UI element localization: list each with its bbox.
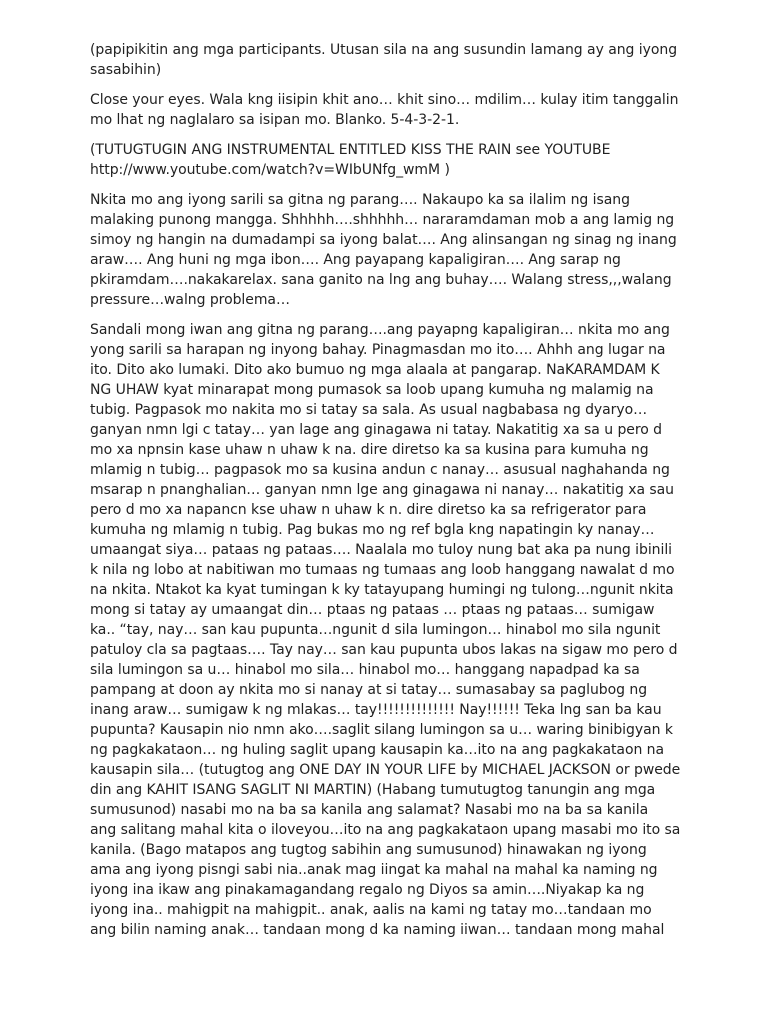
text-line: (papipikitin ang mga participants. Utusan sila na ang susundin lamang ay ang iyong bbox=[90, 42, 678, 58]
instruction-paragraph bbox=[90, 40, 682, 80]
text-line: ng pagkakataon… ng huling saglit upang kausapin ka…ito na ang pagkakataon na bbox=[90, 742, 665, 758]
text-line: pero d mo xa napancn kse uhaw n uhaw k n. dire diretso ka sa refrigerator para bbox=[90, 502, 647, 518]
text-line: Sandali mong iwan ang gitna ng parang….ang payapng kapaligiran… nkita mo ang bbox=[90, 322, 670, 338]
text-line: umaangat siya… pataas ng pataas…. Naalala mo tuloy nung bat aka pa nung ibinili bbox=[90, 542, 673, 558]
text-line: din ang KAHIT ISANG SAGLIT NI MARTIN) (Habang tumutugtog tanungin ang mga bbox=[90, 782, 656, 798]
text-line: ganyan nmn lgi c tatay… yan lage ang ginagawa ni tatay. Nakatitig xa sa u pero d bbox=[90, 422, 663, 438]
text-line: k nila ng lobo at nabitiwan mo tumaas ng tumaas ang loob hanggang nawalat d mo bbox=[90, 562, 675, 578]
text-line: pampang at doon ay nkita mo si nanay at si tatay… sumasabay sa paglubog ng bbox=[90, 682, 648, 698]
text-line: tubig. Pagpasok mo nakita mo si tatay sa sala. As usual nagbabasa ng dyaryo… bbox=[90, 402, 648, 418]
text-line: http://www.youtube.com/watch?v=WIbUNfg_wmM ) bbox=[90, 162, 450, 178]
field-scene-paragraph bbox=[90, 190, 682, 310]
text-line: sila lumingon sa u… hinabol mo sila… hinabol mo… hanggang napadpad ka sa bbox=[90, 662, 640, 678]
text-line: mlamig n tubig… pagpasok mo sa kusina andun c nanay… asusual naghahanda ng bbox=[90, 462, 670, 478]
text-line: NG UHAW kyat minarapat mong pumasok sa loob upang kumuha ng malamig na bbox=[90, 382, 654, 398]
text-line: kumuha ng mlamig n tubig. Pag bukas mo ng ref bgla kng napatingin ky nanay… bbox=[90, 522, 655, 538]
text-line: mo xa npnsin kase uhaw n uhaw k na. dire diretso ka sa kusina para kumuha ng bbox=[90, 442, 649, 458]
text-line: kausapin sila… (tutugtog ang ONE DAY IN YOUR LIFE by MICHAEL JACKSON or pwede bbox=[90, 762, 681, 778]
text-line: inang araw… sumigaw k ng mlakas… tay!!!!!!!!!!!!!! Nay!!!!!! Teka lng san ba kau bbox=[90, 702, 662, 718]
text-line: Nkita mo ang iyong sarili sa gitna ng parang…. Nakaupo ka sa ilalim ng isang bbox=[90, 192, 630, 208]
text-line: patuloy cla sa pagtaas…. Tay nay… san kau pupunta ubos lakas na sigaw mo pero d bbox=[90, 642, 678, 658]
text-line: iyong ina.. mahigpit na mahigpit.. anak, aalis na kami ng tatay mo…tandaan mo bbox=[90, 902, 652, 918]
text-line: pressure…walng problema… bbox=[90, 292, 290, 308]
text-line: Close your eyes. Wala kng iisipin khit ano… khit sino… mdilim… kulay itim tanggalin bbox=[90, 92, 679, 108]
text-line: sasabihin) bbox=[90, 62, 162, 78]
text-line: yong sarili sa harapan ng inyong bahay. Pinagmasdan mo ito…. Ahhh ang lugar na bbox=[90, 342, 666, 358]
home-scene-paragraph bbox=[90, 320, 682, 940]
text-line: simoy ng hangin na dumadampi sa iyong balat…. Ang alinsangan ng sinag ng inang bbox=[90, 232, 677, 248]
music-instruction-paragraph bbox=[90, 140, 682, 180]
text-line: (TUTUGTUGIN ANG INSTRUMENTAL ENTITLED KISS THE RAIN see YOUTUBE bbox=[90, 142, 611, 158]
text-line: kanila. (Bago matapos ang tugtog sabihin ang sumusunod) hinawakan ng iyong bbox=[90, 842, 647, 858]
text-line: ang salitang mahal kita o iloveyou…ito na ang pagkakataon upang masabi mo ito sa bbox=[90, 822, 681, 838]
text-line: pkiramdam….nakakarelax. sana ganito na lng ang buhay…. Walang stress,,,walang bbox=[90, 272, 672, 288]
close-eyes-paragraph bbox=[90, 90, 682, 130]
text-line: malaking punong mangga. Shhhhh….shhhhh… nararamdaman mob a ang lamig ng bbox=[90, 212, 675, 228]
text-line: msarap n pnanghalian… ganyan nmn lge ang ginagawa ni nanay… nakatitig xa sau bbox=[90, 482, 675, 498]
text-line: na nkita. Ntakot ka kyat tumingan k ky tatayupang humingi ng tulong…ngunit nkita bbox=[90, 582, 674, 598]
text-line: araw…. Ang huni ng mga ibon…. Ang payapang kapaligiran…. Ang sarap ng bbox=[90, 252, 621, 268]
text-line: ang bilin naming anak… tandaan mong d ka naming iiwan… tandaan mong mahal bbox=[90, 922, 665, 938]
text-line: ama ang iyong pisngi sabi nia..anak mag iingat ka mahal na mahal ka naming ng bbox=[90, 862, 658, 878]
text-line: mong si tatay ay umaangat din… ptaas ng pataas … ptaas ng pataas… sumigaw bbox=[90, 602, 655, 618]
text-line: ka.. “tay, nay… san kau pupunta…ngunit d sila lumingon… hinabol mo sila ngunit bbox=[90, 622, 661, 638]
text-line: mo lhat ng naglalaro sa isipan mo. Blanko. 5-4-3-2-1. bbox=[90, 112, 460, 128]
text-line: pupunta? Kausapin nio nmn ako….saglit silang lumingon sa u… waring binibigyan k bbox=[90, 722, 673, 738]
text-line: iyong ina ikaw ang pinakamagandang regalo ng Diyos sa amin….Niyakap ka ng bbox=[90, 882, 645, 898]
text-line: sumusunod) nasabi mo na ba sa kanila ang salamat? Nasabi mo na ba sa kanila bbox=[90, 802, 649, 818]
text-line: ito. Dito ako lumaki. Dito ako bumuo ng mga alaala at pangarap. NaKARAMDAM K bbox=[90, 362, 660, 378]
document-page bbox=[90, 40, 682, 950]
